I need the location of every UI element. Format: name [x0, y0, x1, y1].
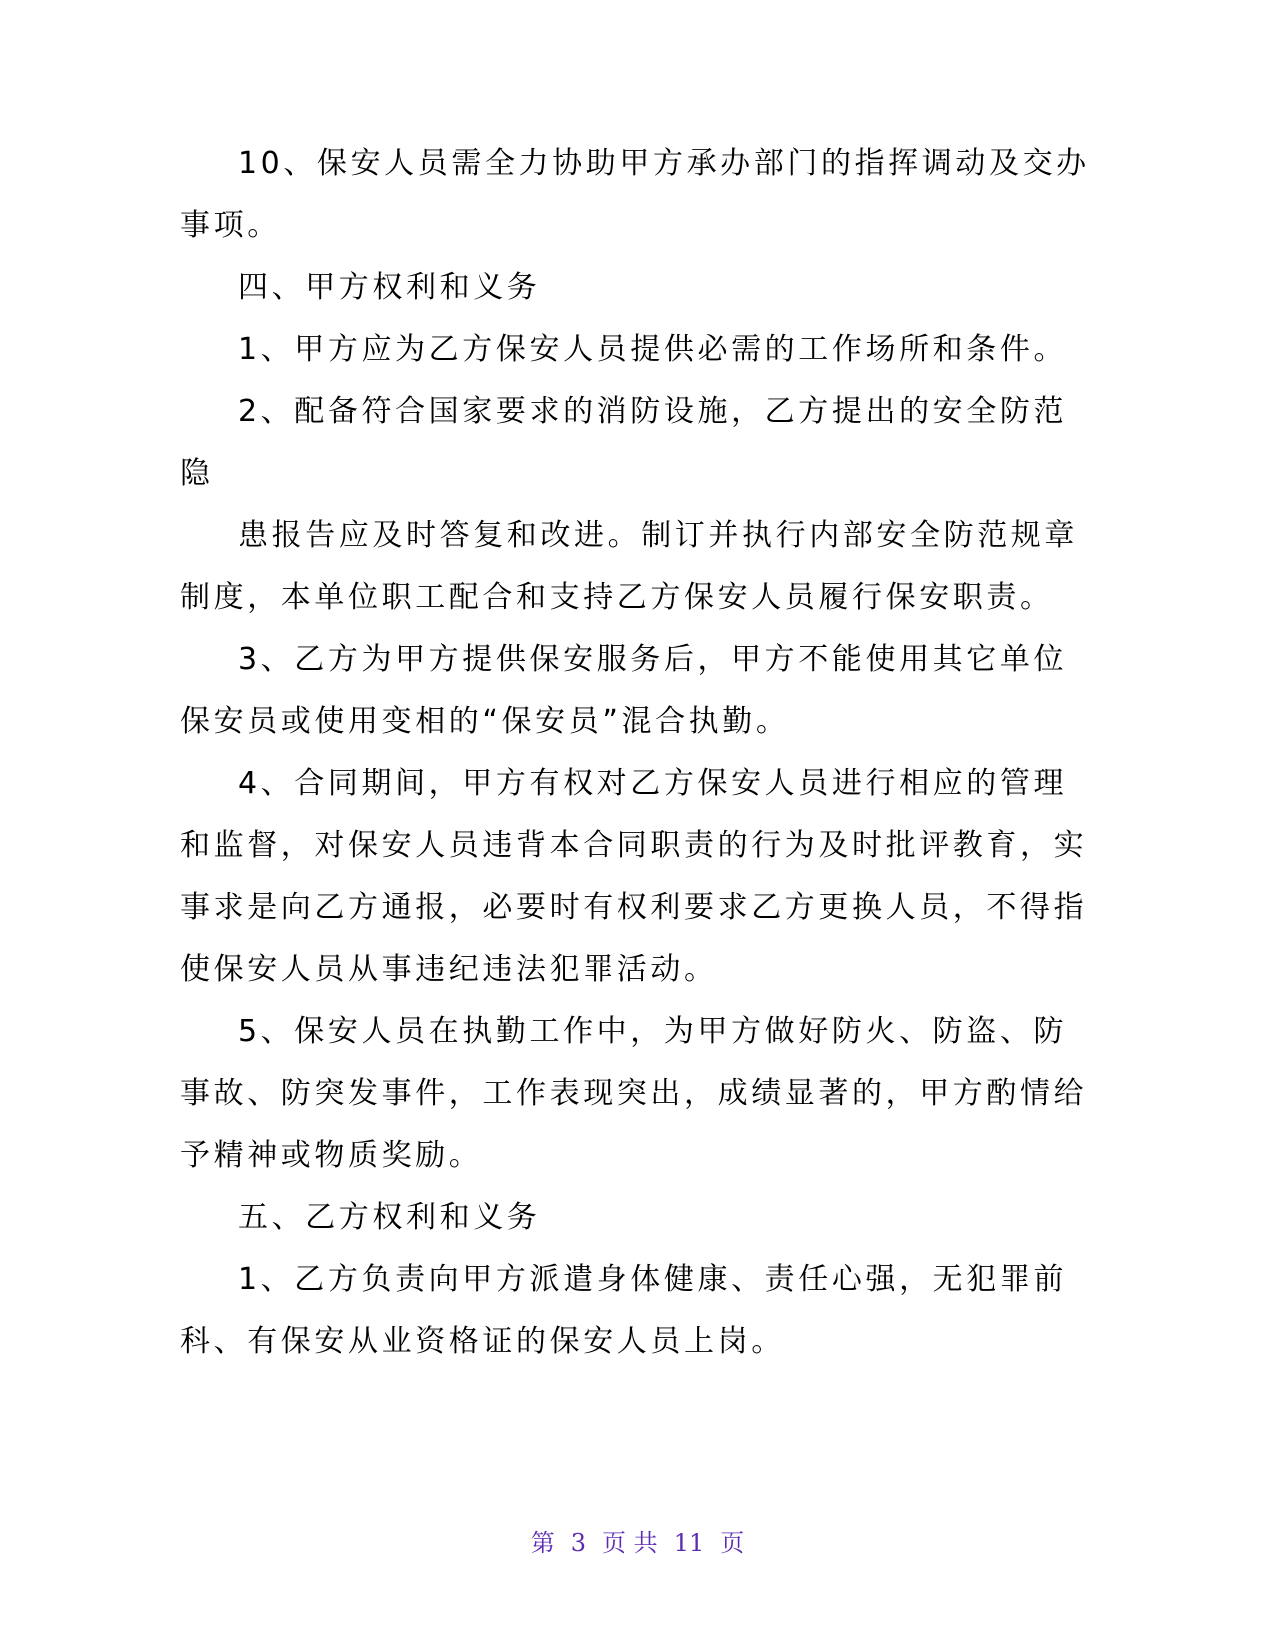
paragraph-line: 保安员或使用变相的“保安员”混合执勤。 [180, 704, 790, 739]
paragraph-line: 制度，本单位职工配合和支持乙方保安人员履行保安职责。 [180, 580, 1054, 615]
paragraph-line: 和监督，对保安人员违背本合同职责的行为及时批评教育，实 [180, 828, 1088, 863]
paragraph-line: 2、配备符合国家要求的消防设施，乙方提出的安全防范 [238, 394, 1068, 429]
paragraph-line: 事项。 [180, 208, 281, 243]
paragraph-line: 1、甲方应为乙方保安人员提供必需的工作场所和条件。 [238, 332, 1068, 367]
page-footer [0, 1528, 1275, 1558]
section-heading: 四、甲方权利和义务 [238, 270, 541, 305]
footer-prefix: 第 [530, 1529, 555, 1557]
section-heading: 五、乙方权利和义务 [238, 1200, 541, 1235]
current-page-number: 3 [570, 1529, 587, 1557]
footer-suffix: 页 [720, 1529, 745, 1557]
paragraph-line: 隐 [180, 456, 214, 491]
paragraph-line: 予精神或物质奖励。 [180, 1138, 483, 1173]
paragraph-line: 3、乙方为甲方提供保安服务后，甲方不能使用其它单位 [238, 642, 1068, 677]
footer-middle: 页 共 [602, 1529, 658, 1557]
paragraph-line: 使保安人员从事违纪违法犯罪活动。 [180, 952, 718, 987]
paragraph-line: 4、合同期间，甲方有权对乙方保安人员进行相应的管理 [238, 766, 1068, 801]
paragraph-line: 10、保安人员需全力协助甲方承办部门的指挥调动及交办 [238, 146, 1090, 181]
paragraph-line: 事故、防突发事件，工作表现突出，成绩显著的，甲方酌情给 [180, 1076, 1088, 1111]
paragraph-line: 5、保安人员在执勤工作中，为甲方做好防火、防盗、防 [238, 1014, 1068, 1049]
paragraph-line: 1、乙方负责向甲方派遣身体健康、责任心强，无犯罪前 [238, 1262, 1068, 1297]
total-pages-number: 11 [673, 1529, 705, 1557]
paragraph-line: 科、有保安从业资格证的保安人员上岗。 [180, 1324, 785, 1359]
paragraph-line: 事求是向乙方通报，必要时有权利要求乙方更换人员，不得指 [180, 890, 1088, 925]
paragraph-line: 患报告应及时答复和改进。制订并执行内部安全防范规章 [238, 518, 1078, 553]
